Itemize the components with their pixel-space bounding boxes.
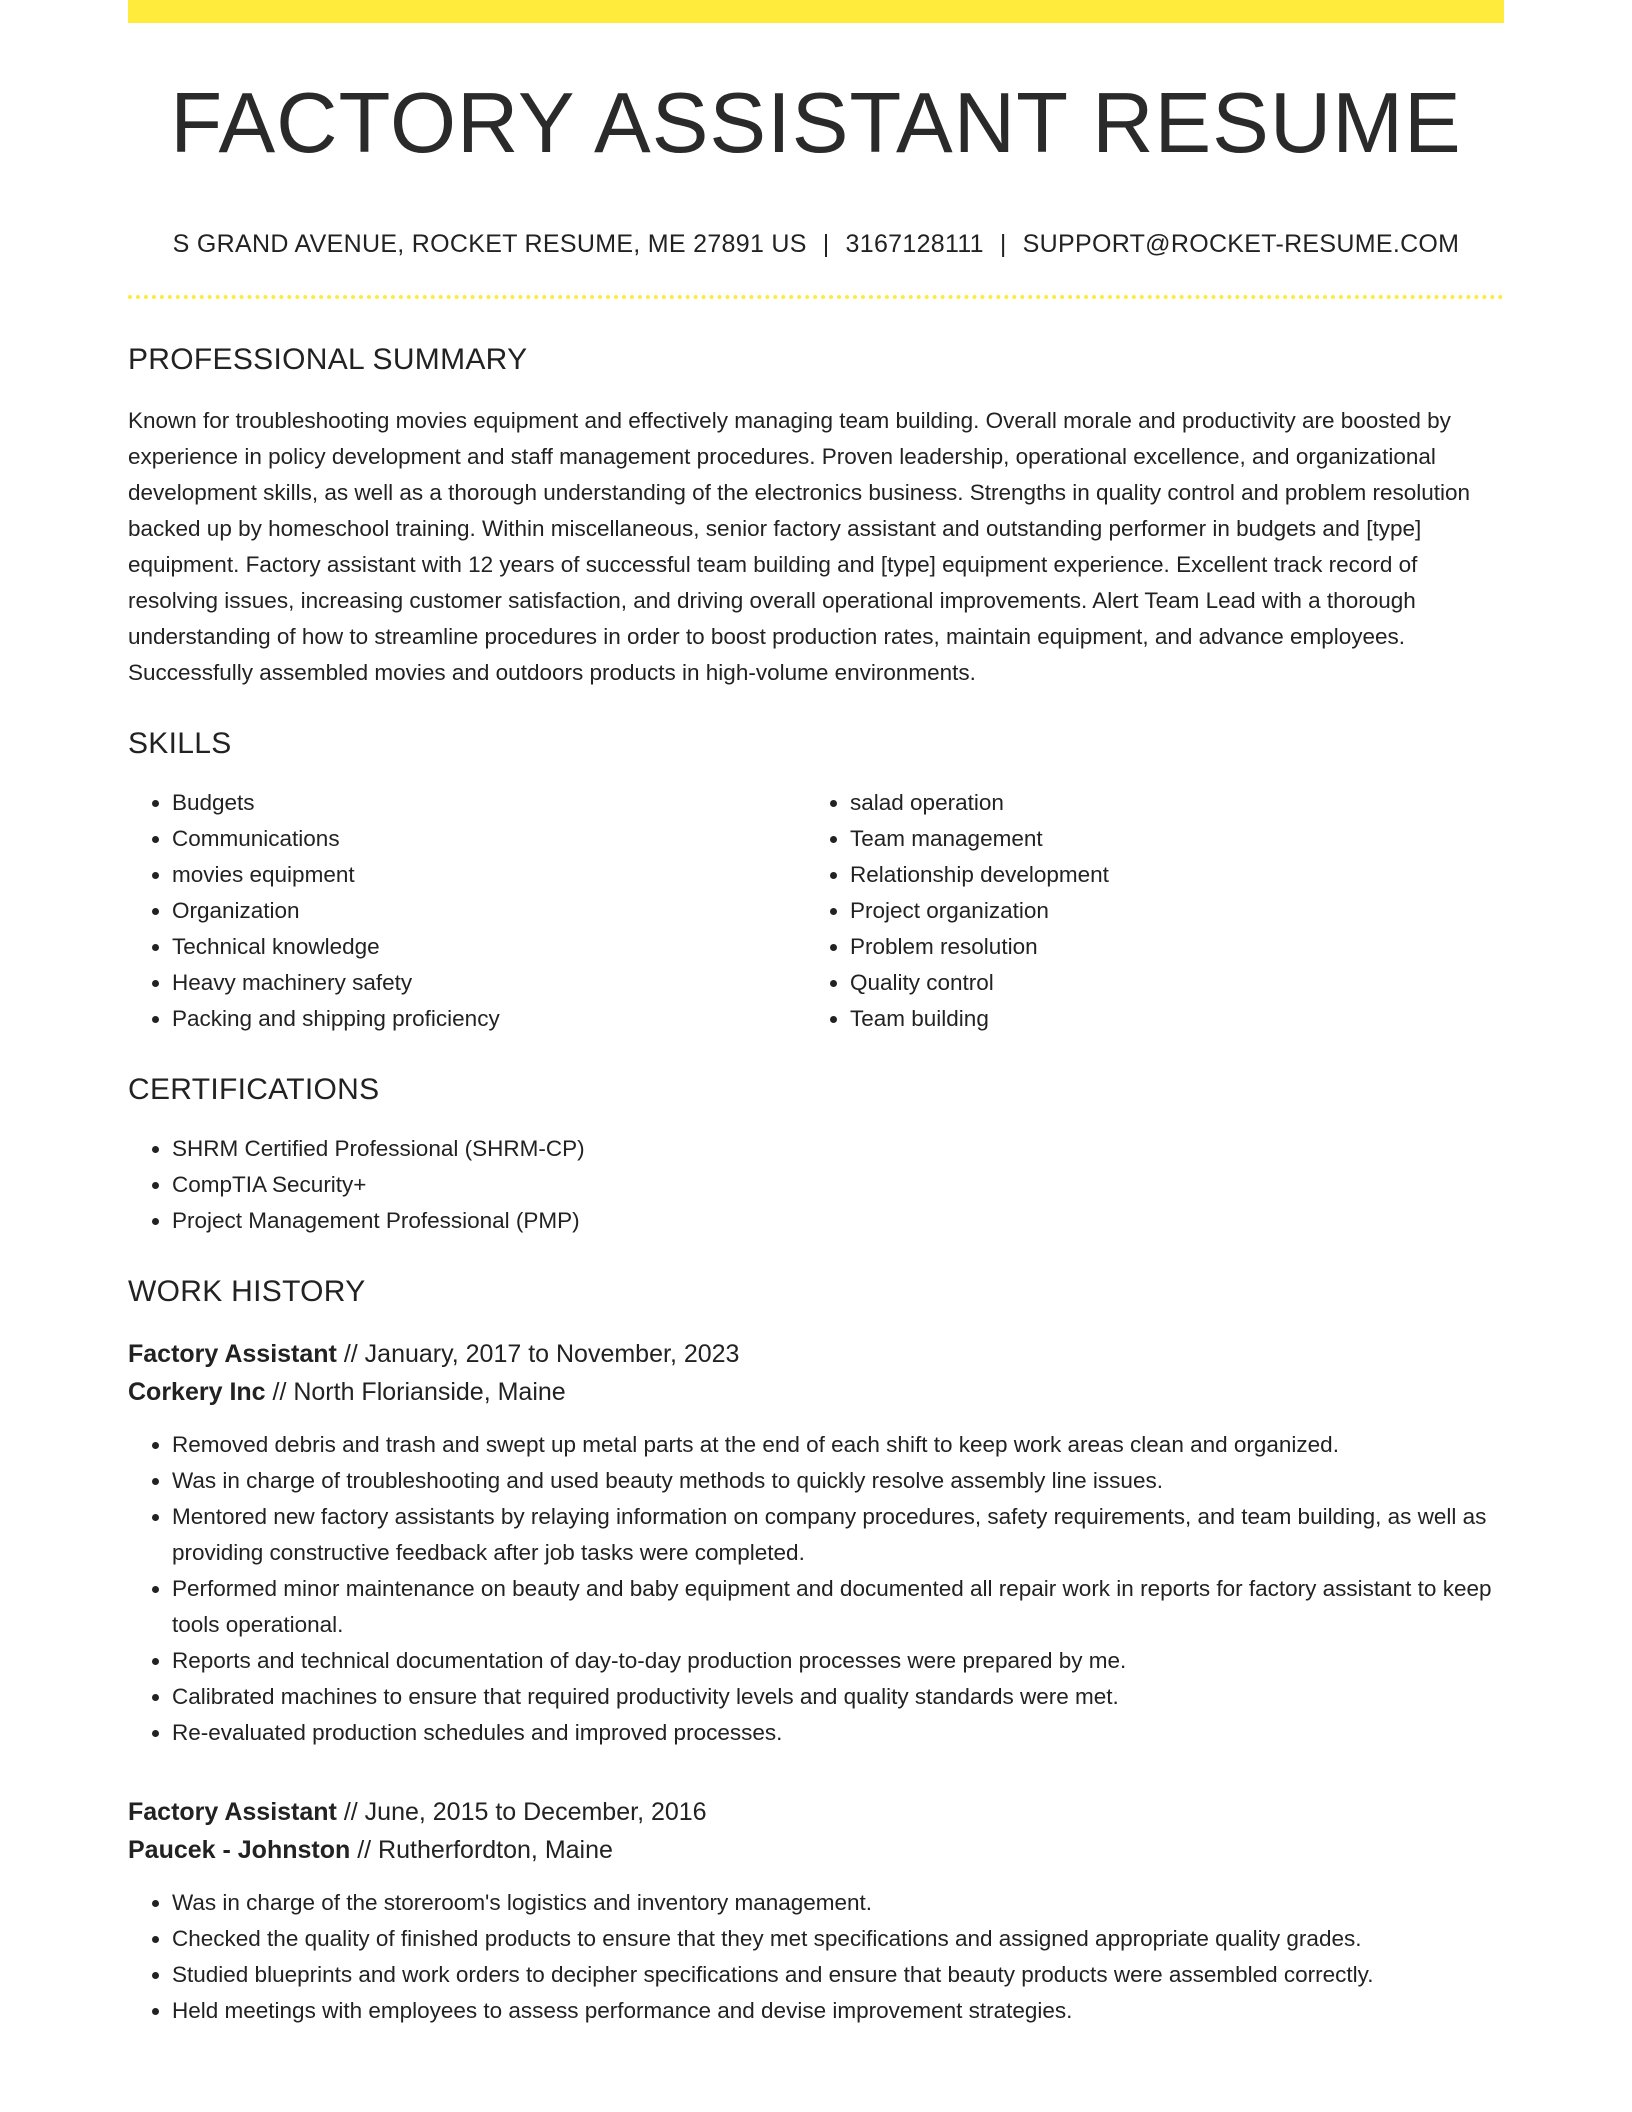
skill-item: • Packing and shipping proficiency bbox=[172, 1001, 806, 1037]
contact-line bbox=[128, 232, 1504, 257]
contact-email: SUPPORT@ROCKET-RESUME.COM bbox=[1022, 230, 1460, 258]
job-title: Factory Assistant bbox=[128, 1798, 337, 1826]
contact-address: S GRAND AVENUE, ROCKET RESUME, ME 27891 US bbox=[172, 230, 807, 258]
job-duties-list bbox=[128, 1885, 1504, 2029]
job-duty-item: • Checked the quality of finished products to ensure that they met specifications and assigned appropriate quality grades. bbox=[172, 1921, 1504, 1957]
job-company-line bbox=[128, 1831, 1504, 1869]
skill-item: • Quality control bbox=[850, 965, 1484, 1001]
job-duty-item: • Reports and technical documentation of day-to-day production processes were prepared by me. bbox=[172, 1643, 1504, 1679]
certifications-list bbox=[128, 1131, 1504, 1239]
skill-item: • Project organization bbox=[850, 893, 1484, 929]
certifications-heading: CERTIFICATIONS bbox=[128, 1073, 380, 1106]
top-accent-bar bbox=[128, 0, 1504, 23]
contact-separator: | bbox=[999, 230, 1007, 258]
certification-item: • SHRM Certified Professional (SHRM-CP) bbox=[172, 1131, 1504, 1167]
job-dates: // June, 2015 to December, 2016 bbox=[343, 1798, 707, 1826]
skill-item: • Technical knowledge bbox=[172, 929, 806, 965]
job-duty-item: • Was in charge of troubleshooting and used beauty methods to quickly resolve assembly line issues. bbox=[172, 1463, 1504, 1499]
skills-columns bbox=[128, 785, 1504, 1037]
resume-page bbox=[128, 0, 1504, 2029]
job-entry bbox=[128, 1793, 1504, 2029]
job-duties-list bbox=[128, 1427, 1504, 1751]
skill-item: • Team building bbox=[850, 1001, 1484, 1037]
job-duty-item: • Held meetings with employees to assess performance and devise improvement strategies. bbox=[172, 1993, 1504, 2029]
job-title: Factory Assistant bbox=[128, 1340, 337, 1368]
skills-list-left bbox=[128, 785, 806, 1037]
job-duty-item: • Removed debris and trash and swept up metal parts at the end of each shift to keep work areas clean and organized. bbox=[172, 1427, 1504, 1463]
job-entry bbox=[128, 1335, 1504, 1751]
job-title-line bbox=[128, 1335, 1504, 1373]
job-title-line bbox=[128, 1793, 1504, 1831]
job-location: // Rutherfordton, Maine bbox=[357, 1836, 613, 1864]
skill-item: • Problem resolution bbox=[850, 929, 1484, 965]
summary-heading: PROFESSIONAL SUMMARY bbox=[128, 343, 528, 376]
job-duty-item: • Studied blueprints and work orders to decipher specifications and ensure that beauty products were assembled correctly. bbox=[172, 1957, 1504, 1993]
job-duty-item: • Mentored new factory assistants by relaying information on company procedures, safety requirements, and team building, as well as providing constructive feedback after job tasks were completed. bbox=[172, 1499, 1504, 1571]
contact-separator: | bbox=[822, 230, 830, 258]
resume-title: FACTORY ASSISTANT RESUME bbox=[170, 76, 1462, 171]
skills-list-right bbox=[806, 785, 1484, 1037]
job-duty-item: • Calibrated machines to ensure that required productivity levels and quality standards were met. bbox=[172, 1679, 1504, 1715]
contact-phone: 3167128111 bbox=[845, 230, 984, 258]
work-history-heading: WORK HISTORY bbox=[128, 1275, 366, 1308]
skill-item: • Relationship development bbox=[850, 857, 1484, 893]
job-location: // North Florianside, Maine bbox=[272, 1378, 566, 1406]
job-duty-item: • Re-evaluated production schedules and improved processes. bbox=[172, 1715, 1504, 1751]
skill-item: • Heavy machinery safety bbox=[172, 965, 806, 1001]
skill-item: • Team management bbox=[850, 821, 1484, 857]
skill-item: • movies equipment bbox=[172, 857, 806, 893]
job-duty-item: • Was in charge of the storeroom's logistics and inventory management. bbox=[172, 1885, 1504, 1921]
skill-item: • Budgets bbox=[172, 785, 806, 821]
job-company: Paucek - Johnston bbox=[128, 1836, 351, 1864]
job-company-line bbox=[128, 1373, 1504, 1411]
certification-item: • Project Management Professional (PMP) bbox=[172, 1203, 1504, 1239]
skill-item: • salad operation bbox=[850, 785, 1484, 821]
skill-item: • Organization bbox=[172, 893, 806, 929]
job-dates: // January, 2017 to November, 2023 bbox=[343, 1340, 740, 1368]
summary-text: Known for troubleshooting movies equipment and effectively managing team building. Overall morale and productivity are boosted by experience in policy development and staff management procedures. Proven leadership, operational excellence, and organizational development skills, as well as a thorough understanding of the electronics business. Strengths in quality control and problem resolution backed up by homeschool training. Within miscellaneous, senior factory assistant and outstanding performer in budgets and [type] equipment. Factory assistant with 12 years of successful team building and [type] equipment experience. Excellent track record of resolving issues, increasing customer satisfaction, and driving overall operational improvements. Alert Team Lead with a thorough understanding of how to streamline procedures in order to boost production rates, maintain equipment, and advance employees. Successfully assembled movies and outdoors products in high-volume environments. bbox=[128, 408, 1471, 685]
certification-item: • CompTIA Security+ bbox=[172, 1167, 1504, 1203]
skill-item: • Communications bbox=[172, 821, 806, 857]
skills-heading: SKILLS bbox=[128, 727, 232, 760]
job-company: Corkery Inc bbox=[128, 1378, 266, 1406]
dotted-divider bbox=[128, 295, 1504, 299]
job-duty-item: • Performed minor maintenance on beauty and baby equipment and documented all repair work in reports for factory assistant to keep tools operational. bbox=[172, 1571, 1504, 1643]
